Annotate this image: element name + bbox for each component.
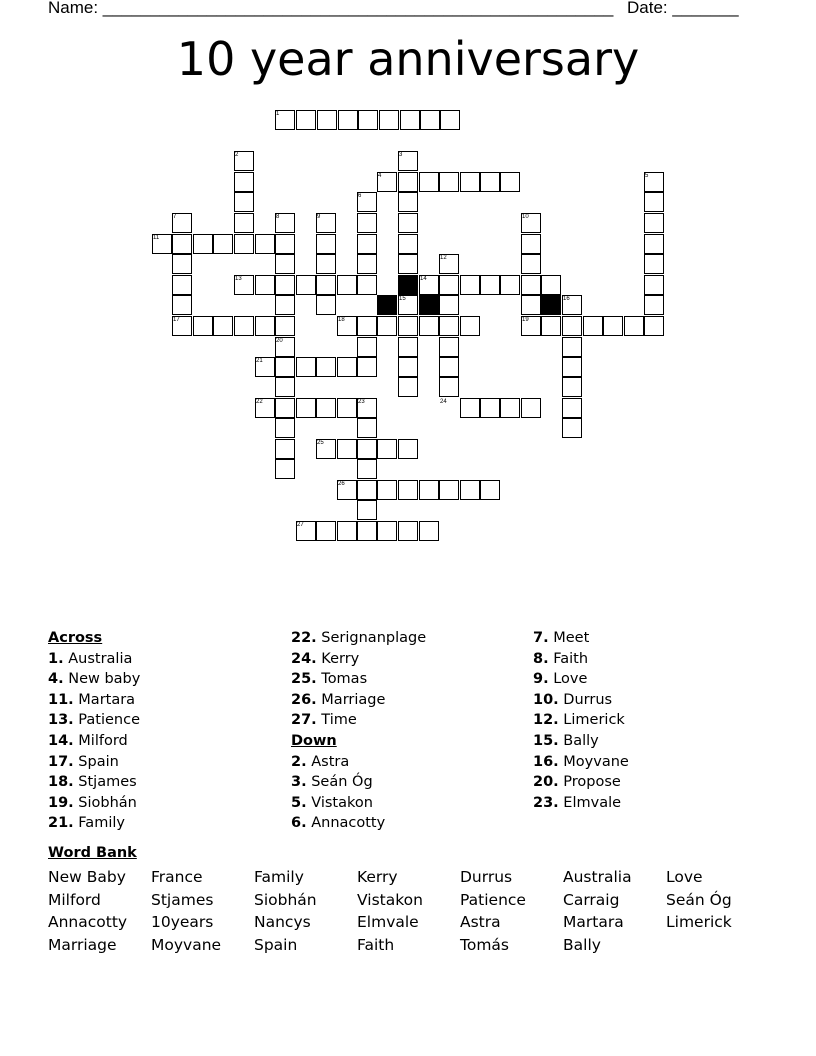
grid-cell[interactable] (439, 357, 459, 377)
word-bank-item: Annacotty (48, 913, 128, 932)
grid-cell[interactable] (172, 295, 192, 315)
clue-text: Family (78, 815, 125, 832)
grid-cell[interactable] (398, 357, 418, 377)
clue-text: Marriage (321, 691, 386, 708)
grid-cell[interactable] (562, 357, 582, 377)
clue-item (533, 649, 629, 670)
word-bank-item: Australia (563, 868, 632, 886)
grid-cell[interactable] (644, 213, 664, 233)
clue-item (533, 628, 629, 649)
grid-cell[interactable] (316, 295, 336, 315)
grid-cell[interactable] (316, 398, 336, 418)
word-bank-item: Vistakon (357, 890, 423, 909)
grid-cell[interactable] (541, 316, 561, 336)
cell-number: 18 (338, 317, 345, 323)
clue-item (291, 752, 426, 773)
clue-text: Astra (311, 753, 350, 770)
word-bank-item: Patience (460, 890, 526, 909)
clue-item (533, 710, 629, 731)
grid-cell[interactable] (419, 172, 439, 192)
grid-cell[interactable] (644, 192, 664, 212)
grid-cell[interactable] (377, 480, 397, 500)
grid-cell[interactable] (357, 254, 377, 274)
grid-cell[interactable] (398, 172, 418, 192)
grid-cell[interactable] (480, 172, 500, 192)
clue-item (533, 690, 629, 711)
grid-cell[interactable] (275, 275, 295, 295)
grid-cell[interactable] (521, 234, 541, 254)
grid-cell[interactable] (439, 295, 459, 315)
clue-number: 18. (48, 774, 74, 791)
word-bank-item: France (151, 868, 203, 886)
grid-cell[interactable] (357, 418, 377, 438)
grid-cell[interactable] (439, 377, 459, 397)
grid-cell[interactable] (541, 275, 561, 295)
grid-cell[interactable] (562, 377, 582, 397)
cell-number: 27 (297, 522, 304, 528)
grid-black-cell (419, 295, 439, 315)
grid-black-cell (398, 275, 418, 295)
grid-cell[interactable] (316, 357, 336, 377)
grid-cell[interactable] (357, 500, 377, 520)
word-bank-item: Family (254, 868, 304, 886)
grid-cell[interactable] (398, 254, 418, 274)
clue-number: 4. (48, 671, 64, 688)
grid-cell[interactable] (419, 521, 439, 541)
clue-text: Kerry (321, 650, 360, 667)
clue-text: Time (321, 712, 357, 729)
grid-cell[interactable] (480, 275, 500, 295)
grid-cell[interactable] (521, 398, 541, 418)
clue-number: 20. (533, 774, 559, 791)
cell-number: 3 (399, 152, 403, 158)
grid-cell[interactable] (398, 521, 418, 541)
grid-black-cell (377, 295, 397, 315)
clue-item (291, 793, 426, 814)
clue-item (48, 710, 140, 731)
grid-cell[interactable] (500, 172, 520, 192)
word-bank-item: Siobhán (254, 890, 317, 909)
grid-cell[interactable] (377, 521, 397, 541)
grid-cell[interactable] (521, 275, 541, 295)
clue-text: Faith (553, 650, 589, 667)
grid-cell[interactable] (357, 357, 377, 377)
word-bank-item: Elmvale (357, 913, 419, 932)
grid-cell[interactable] (234, 316, 254, 336)
word-bank-item: Moyvane (151, 935, 222, 954)
grid-cell[interactable] (213, 316, 233, 336)
grid-cell[interactable] (172, 254, 192, 274)
clue-text: Siobhán (78, 794, 137, 811)
grid-cell[interactable] (234, 172, 254, 192)
clue-number: 12. (533, 712, 559, 729)
clue-text: Seán Óg (311, 774, 373, 791)
clue-number: 7. (533, 630, 549, 646)
clue-number: 13. (48, 712, 74, 729)
cell-number: 16 (563, 296, 570, 302)
clue-section-heading: Down (291, 732, 337, 749)
clue-item (48, 731, 140, 752)
clue-item (48, 690, 140, 711)
word-bank-item: Nancys (254, 913, 311, 932)
clue-item (48, 649, 140, 670)
cell-number: 10 (522, 214, 529, 220)
grid-cell[interactable] (357, 234, 377, 254)
clue-item (291, 669, 426, 690)
clues-column-3 (533, 628, 629, 813)
clue-text: Elmvale (563, 794, 622, 811)
cell-number: 2 (235, 152, 239, 158)
word-bank-item: Bally (563, 935, 601, 954)
clue-number: 10. (533, 691, 559, 708)
grid-cell[interactable] (337, 439, 357, 459)
cell-number: 19 (522, 317, 529, 323)
clue-number: 19. (48, 794, 74, 811)
grid-cell[interactable] (275, 316, 295, 336)
word-bank-title: Word Bank (48, 845, 137, 861)
grid-cell[interactable] (419, 480, 439, 500)
cell-number: 24 (440, 399, 447, 405)
grid-cell[interactable] (316, 234, 336, 254)
grid-cell[interactable] (439, 316, 459, 336)
clue-text: Tomas (321, 671, 368, 688)
cell-number: 6 (358, 193, 362, 199)
grid-cell[interactable] (357, 480, 377, 500)
grid-cell[interactable] (275, 439, 295, 459)
grid-cell[interactable] (398, 337, 418, 357)
clue-item (291, 628, 426, 649)
clue-number: 21. (48, 815, 74, 832)
clue-text: Spain (78, 753, 119, 770)
grid-cell[interactable] (296, 275, 316, 295)
grid-cell[interactable] (398, 480, 418, 500)
clue-text: Love (553, 671, 588, 688)
grid-cell[interactable] (316, 275, 336, 295)
word-bank-item: Astra (460, 913, 501, 932)
grid-cell[interactable] (644, 295, 664, 315)
grid-cell[interactable] (562, 316, 582, 336)
cell-number: 25 (317, 440, 324, 446)
cell-number: 13 (235, 276, 242, 282)
grid-cell[interactable] (316, 521, 336, 541)
word-bank-item: Marriage (48, 935, 117, 954)
word-bank-item: Faith (357, 935, 395, 954)
grid-cell[interactable] (398, 377, 418, 397)
grid-cell[interactable] (398, 316, 418, 336)
clue-text: Meet (553, 630, 590, 646)
grid-cell[interactable] (337, 398, 357, 418)
clue-item (48, 752, 140, 773)
grid-cell[interactable] (379, 110, 399, 130)
grid-cell[interactable] (460, 275, 480, 295)
clue-number: 27. (291, 712, 317, 729)
grid-cell[interactable] (337, 275, 357, 295)
clue-number: 14. (48, 732, 74, 749)
grid-cell[interactable] (480, 398, 500, 418)
clue-text: Durrus (563, 691, 613, 708)
grid-cell[interactable] (521, 295, 541, 315)
grid-cell[interactable] (603, 316, 623, 336)
clue-text: Patience (78, 712, 140, 729)
word-bank-item: Kerry (357, 868, 398, 886)
grid-cell[interactable] (358, 110, 378, 130)
word-bank-item: Love (666, 868, 703, 886)
word-bank-item: Durrus (460, 868, 513, 886)
grid-cell[interactable] (398, 213, 418, 233)
grid-cell[interactable] (500, 275, 520, 295)
grid-cell[interactable] (337, 521, 357, 541)
clue-text: Moyvane (563, 753, 629, 770)
grid-cell[interactable] (337, 357, 357, 377)
clue-text: Propose (563, 774, 621, 791)
grid-cell[interactable] (357, 213, 377, 233)
clue-section-heading: Across (48, 630, 103, 646)
grid-cell[interactable] (644, 234, 664, 254)
clue-number: 17. (48, 753, 74, 770)
grid-cell[interactable] (213, 234, 233, 254)
clue-number: 24. (291, 650, 317, 667)
grid-cell[interactable] (562, 398, 582, 418)
grid-cell[interactable] (644, 254, 664, 274)
cell-number: 9 (317, 214, 321, 220)
grid-cell[interactable] (377, 316, 397, 336)
clue-item (291, 690, 426, 711)
grid-cell[interactable] (480, 480, 500, 500)
date-field-label: Date: _______ (627, 0, 739, 17)
word-bank-item: Spain (254, 935, 298, 954)
grid-cell[interactable] (357, 275, 377, 295)
grid-cell[interactable] (357, 521, 377, 541)
grid-cell[interactable] (357, 337, 377, 357)
grid-cell[interactable] (255, 275, 275, 295)
cell-number: 22 (256, 399, 263, 405)
cell-number: 8 (276, 214, 280, 220)
grid-cell[interactable] (357, 459, 377, 479)
grid-cell[interactable] (275, 254, 295, 274)
grid-cell[interactable] (460, 316, 480, 336)
clue-text: Stjames (78, 774, 137, 791)
clue-text: Martara (78, 691, 136, 708)
clue-number: 5. (291, 794, 307, 811)
clue-item (291, 772, 426, 793)
grid-cell[interactable] (562, 418, 582, 438)
clue-number: 3. (291, 774, 307, 791)
grid-cell[interactable] (275, 295, 295, 315)
clue-item (533, 793, 629, 814)
clue-item (533, 772, 629, 793)
clue-number: 8. (533, 650, 549, 667)
clue-text: Vistakon (311, 794, 373, 811)
clue-text: Australia (68, 650, 133, 667)
grid-black-cell (541, 295, 561, 315)
grid-cell[interactable] (275, 357, 295, 377)
clue-number: 23. (533, 794, 559, 811)
clue-number: 26. (291, 691, 317, 708)
grid-cell[interactable] (234, 192, 254, 212)
clue-text: New baby (68, 671, 141, 688)
clue-item (291, 710, 426, 731)
name-field-label: Name: ______________________________________________________ (48, 0, 614, 17)
clue-item (291, 813, 426, 834)
grid-cell[interactable] (193, 316, 213, 336)
grid-cell[interactable] (624, 316, 644, 336)
grid-cell[interactable] (500, 398, 520, 418)
grid-cell[interactable] (440, 110, 460, 130)
grid-cell[interactable] (420, 110, 440, 130)
grid-cell[interactable] (296, 398, 316, 418)
grid-cell[interactable] (460, 172, 480, 192)
word-bank-item: 10years (151, 913, 214, 932)
grid-cell[interactable] (644, 275, 664, 295)
clue-number: 1. (48, 650, 64, 667)
clue-number: 15. (533, 732, 559, 749)
grid-cell[interactable] (275, 418, 295, 438)
cell-number: 12 (440, 255, 447, 261)
grid-cell[interactable] (275, 377, 295, 397)
clue-text: Milford (78, 732, 128, 749)
clue-item (533, 731, 629, 752)
grid-cell[interactable] (644, 316, 664, 336)
cell-number: 4 (378, 173, 382, 179)
cell-number: 15 (399, 296, 406, 302)
clue-item (48, 813, 140, 834)
grid-cell[interactable] (439, 480, 459, 500)
grid-cell[interactable] (275, 234, 295, 254)
word-bank-item: Seán Óg (666, 890, 732, 909)
clue-text: Bally (563, 732, 599, 749)
clue-item (533, 752, 629, 773)
word-bank-item: Tomás (460, 935, 509, 954)
cell-number: 17 (173, 317, 180, 323)
clue-number: 22. (291, 630, 317, 646)
cell-number: 21 (256, 358, 263, 364)
word-bank-item: Milford (48, 890, 101, 909)
cell-number: 5 (645, 173, 649, 179)
grid-cell[interactable] (398, 192, 418, 212)
grid-cell[interactable] (439, 172, 459, 192)
grid-cell[interactable] (419, 316, 439, 336)
grid-cell[interactable] (193, 234, 213, 254)
clue-number: 11. (48, 691, 74, 708)
clue-item (48, 669, 140, 690)
grid-cell[interactable] (400, 110, 420, 130)
grid-cell[interactable] (338, 110, 358, 130)
grid-cell[interactable] (439, 337, 459, 357)
clue-number: 9. (533, 671, 549, 688)
clue-number: 2. (291, 753, 307, 770)
cell-number: 23 (358, 399, 365, 405)
grid-cell[interactable] (377, 439, 397, 459)
clue-number: 6. (291, 815, 307, 832)
clues-column-1 (48, 628, 140, 834)
grid-cell[interactable] (234, 213, 254, 233)
grid-cell[interactable] (296, 357, 316, 377)
grid-cell[interactable] (460, 398, 480, 418)
word-bank-item: New Baby (48, 868, 126, 886)
grid-cell[interactable] (562, 337, 582, 357)
clue-text: Serignanplage (321, 630, 427, 646)
grid-cell[interactable] (583, 316, 603, 336)
clue-text: Annacotty (311, 815, 386, 832)
grid-cell[interactable] (316, 254, 336, 274)
clue-number: 16. (533, 753, 559, 770)
cell-number: 26 (338, 481, 345, 487)
grid-cell[interactable] (255, 234, 275, 254)
grid-cell[interactable] (398, 439, 418, 459)
clue-number: 25. (291, 671, 317, 688)
grid-cell[interactable] (398, 234, 418, 254)
grid-cell[interactable] (172, 234, 192, 254)
clue-item (48, 772, 140, 793)
grid-cell[interactable] (275, 398, 295, 418)
cell-number: 11 (153, 235, 160, 241)
grid-cell[interactable] (172, 275, 192, 295)
grid-cell[interactable] (296, 110, 316, 130)
grid-cell[interactable] (521, 254, 541, 274)
grid-cell[interactable] (275, 459, 295, 479)
clue-text: Limerick (563, 712, 625, 729)
grid-cell[interactable] (255, 316, 275, 336)
grid-cell[interactable] (317, 110, 337, 130)
grid-cell[interactable] (460, 480, 480, 500)
cell-number: 14 (420, 276, 427, 282)
word-bank-item: Carraig (563, 890, 620, 909)
page-title: 10 year anniversary (176, 32, 640, 86)
word-bank-item: Martara (563, 913, 624, 932)
word-bank-item: Limerick (666, 913, 732, 932)
word-bank-item: Stjames (151, 890, 214, 909)
grid-cell[interactable] (439, 275, 459, 295)
grid-cell[interactable] (234, 234, 254, 254)
clues-column-2 (291, 628, 426, 834)
grid-cell[interactable] (357, 439, 377, 459)
clue-item (48, 793, 140, 814)
clue-item (533, 669, 629, 690)
cell-number: 1 (276, 111, 280, 117)
cell-number: 7 (173, 214, 177, 220)
cell-number: 20 (276, 338, 283, 344)
clue-item (291, 649, 426, 670)
grid-cell[interactable] (357, 316, 377, 336)
